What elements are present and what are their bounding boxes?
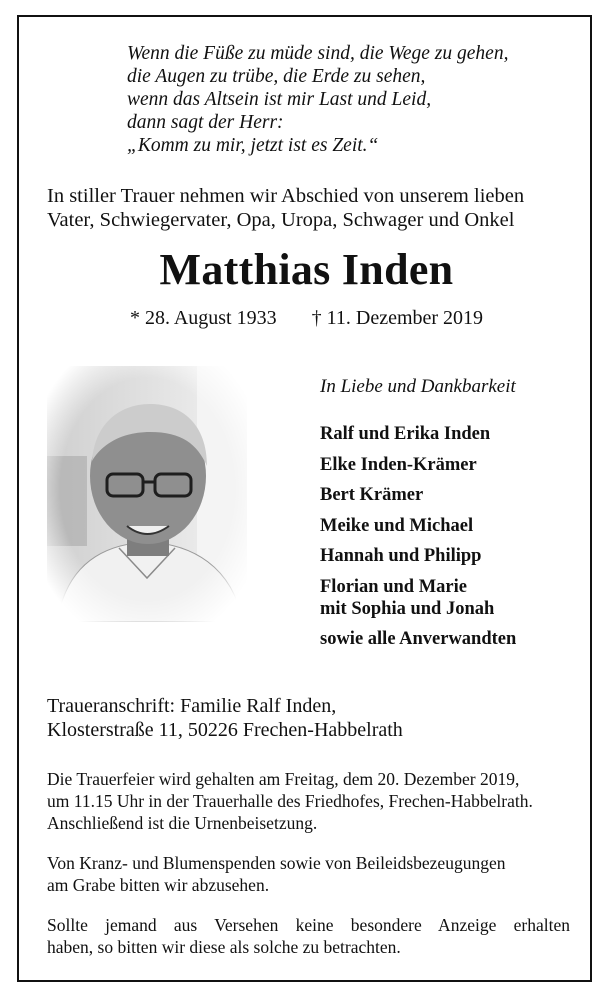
deceased-name: Matthias Inden (159, 245, 454, 294)
flowers-line: Von Kranz- und Blumenspenden sowie von Beileidsbezeugungen (47, 853, 506, 873)
poem-line: wenn das Altsein ist mir Last und Leid, (127, 89, 432, 110)
ceremony-paragraph (47, 768, 570, 834)
address-line: Traueranschrift: Familie Ralf Inden, (47, 695, 337, 717)
mourner-name: Meike und Michael (320, 515, 474, 536)
mourner-name: sowie alle Anverwandten (320, 629, 517, 649)
notice-line: Sollte jemand aus Versehen keine besondere Anzeige erhalten (47, 915, 570, 935)
intro-line: Vater, Schwiegervater, Opa, Uropa, Schwager und Onkel (47, 209, 515, 231)
mourners-list (320, 423, 516, 659)
portrait-photo (47, 366, 247, 622)
ceremony-line: Anschließend ist die Urnenbeisetzung. (47, 813, 318, 833)
mourner-name: Florian und Marie (320, 576, 467, 597)
mourner-name: Ralf und Erika Inden (320, 424, 491, 444)
notice-paragraph (47, 914, 570, 958)
flowers-line: am Grabe bitten wir abzusehen. (47, 875, 270, 895)
mourner-name: Hannah und Philipp (320, 546, 482, 566)
ceremony-line: Die Trauerfeier wird gehalten am Freitag, dem 20. Dezember 2019, (47, 769, 520, 789)
ceremony-line: um 11.15 Uhr in der Trauerhalle des Friedhofes, Frechen-Habbelrath. (47, 791, 533, 811)
poem-line: Wenn die Füße zu müde sind, die Wege zu gehen, (127, 43, 509, 64)
poem-line: die Augen zu trübe, die Erde zu sehen, (127, 66, 426, 87)
life-dates: * 28. August 1933 † 11. Dezember 2019 (129, 307, 484, 329)
intro-text (47, 184, 524, 232)
poem (127, 42, 508, 157)
mourner-name: Bert Krämer (320, 485, 424, 505)
mourning-address (47, 694, 403, 742)
mourner-name: mit Sophia und Jonah (320, 598, 495, 619)
address-line: Klosterstraße 11, 50226 Frechen-Habbelrath (47, 719, 403, 741)
flowers-paragraph (47, 852, 570, 896)
mourner-name: Elke Inden-Krämer (320, 454, 477, 475)
intro-line: In stiller Trauer nehmen wir Abschied von unserem lieben (47, 185, 525, 207)
poem-line: dann sagt der Herr: (127, 112, 284, 133)
mourners-heading: In Liebe und Dankbarkeit (320, 376, 516, 397)
poem-line: „Komm zu mir, jetzt ist es Zeit.“ (127, 135, 379, 156)
notice-line: haben, so bitten wir diese als solche zu betrachten. (47, 937, 401, 957)
